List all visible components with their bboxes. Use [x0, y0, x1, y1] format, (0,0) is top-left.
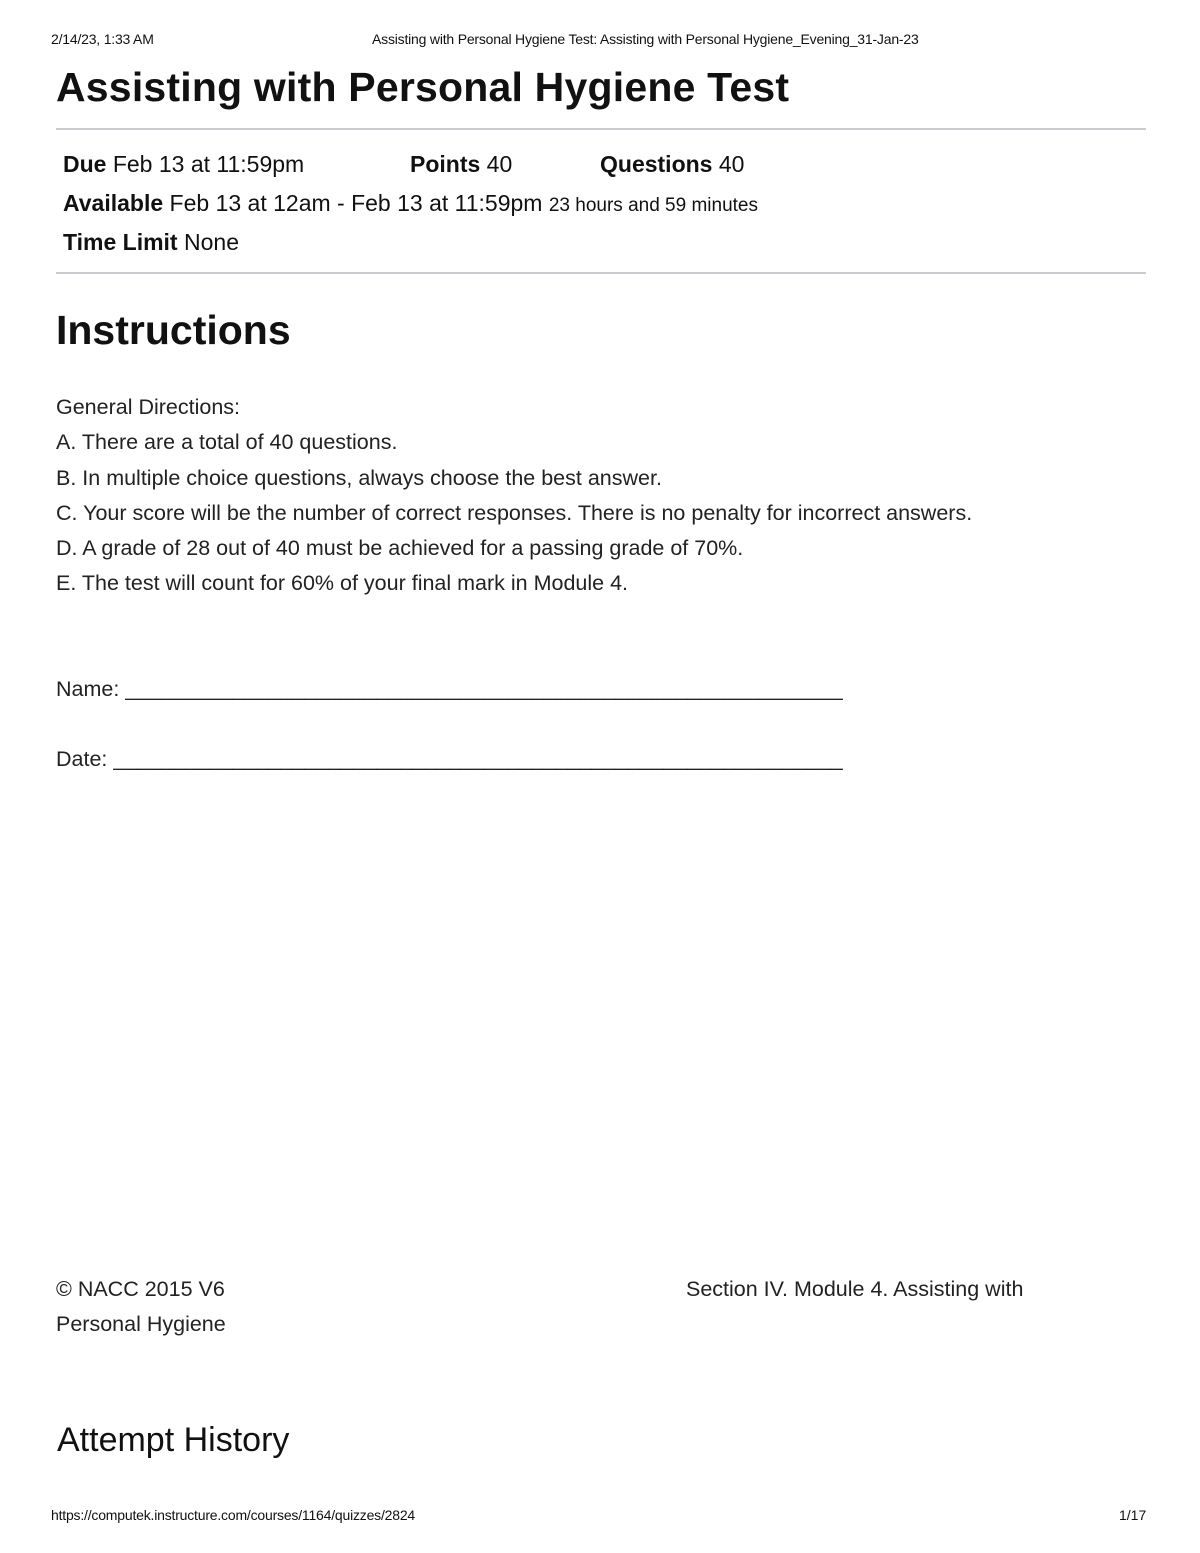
date-field: Date: _____________________________________________________________: [56, 747, 843, 771]
print-timestamp: 2/14/23, 1:33 AM: [51, 31, 154, 47]
time-limit-label: Time Limit: [63, 229, 178, 255]
header-divider-top: [56, 128, 1146, 130]
print-page-number: 1/17: [1119, 1507, 1147, 1523]
header-divider-bottom: [56, 272, 1146, 274]
directions-line: D. A grade of 28 out of 40 must be achieved for a passing grade of 70%.: [56, 536, 744, 561]
available-label: Available: [63, 190, 164, 216]
attempt-history-heading: Attempt History: [57, 1421, 290, 1459]
print-document-title: Assisting with Personal Hygiene Test: Assisting with Personal Hygiene_Evening_31-Jan-23: [372, 31, 919, 47]
directions-line: B. In multiple choice questions, always choose the best answer.: [56, 465, 662, 490]
section-continuation-text: Personal Hygiene: [56, 1312, 226, 1337]
directions-line: C. Your score will be the number of correct responses. There is no penalty for incorrect answers.: [56, 500, 973, 525]
directions-line: General Directions:: [56, 395, 241, 419]
directions-line: A. There are a total of 40 questions.: [56, 430, 398, 455]
instructions-heading: Instructions: [56, 307, 291, 353]
print-url: https://computek.instructure.com/courses/1164/quizzes/2824: [51, 1507, 416, 1523]
due-label: Due: [63, 151, 107, 177]
questions-label: Questions: [600, 151, 713, 177]
points-label: Points: [410, 151, 481, 177]
quiz-points: [410, 150, 512, 178]
copyright-text: © NACC 2015 V6: [56, 1277, 225, 1301]
quiz-available: [63, 189, 758, 220]
questions-value: 40: [718, 151, 745, 177]
time-limit-value: None: [184, 229, 239, 255]
available-remaining: 23 hours and 59 minutes: [548, 195, 758, 216]
quiz-questions: [600, 150, 744, 178]
quiz-time-limit: [63, 228, 239, 256]
quiz-due: [63, 150, 304, 178]
points-value: 40: [486, 151, 513, 177]
available-value: Feb 13 at 12am - Feb 13 at 11:59pm: [169, 190, 543, 216]
page-title: Assisting with Personal Hygiene Test: [56, 64, 790, 110]
name-field: Name: ____________________________________________________________: [56, 677, 843, 701]
section-text: Section IV. Module 4. Assisting with: [686, 1277, 1024, 1301]
due-value: Feb 13 at 11:59pm: [112, 151, 305, 177]
directions-line: E. The test will count for 60% of your final mark in Module 4.: [56, 571, 629, 596]
instructions-body: [56, 390, 986, 602]
instructions-footer-left: [56, 1272, 316, 1343]
